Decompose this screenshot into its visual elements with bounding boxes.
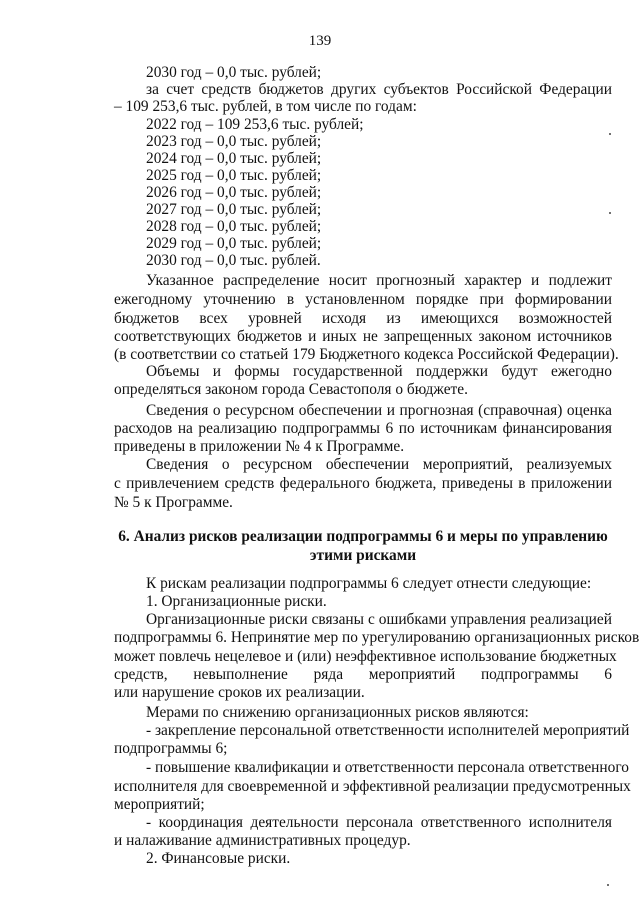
text-line: бюджетов всех уровней исходя из имеющихся возможностей — [114, 310, 612, 327]
text-line: и налаживание административных процедур. — [114, 832, 411, 849]
text-line: ежегодному уточнению в установленном порядке при формировании — [114, 291, 612, 308]
text-line: - повышение квалификации и ответственности персонала ответственного — [146, 759, 629, 776]
scan-speck — [607, 884, 609, 886]
text-line: № 5 к Программе. — [114, 494, 233, 511]
section-heading: 6. Анализ рисков реализации подпрограммы 6 и меры по управлению — [118, 528, 608, 545]
text-line: (в соответствии со статьей 179 Бюджетного кодекса Российской Федерации). — [114, 346, 619, 363]
text-line: - закрепление персональной ответственности исполнителей мероприятий — [146, 722, 630, 739]
text-line: 2023 год – 0,0 тыс. рублей; — [146, 133, 322, 150]
text-line: Мерами по снижению организационных рисков являются: — [146, 704, 529, 721]
text-line: подпрограммы 6. Непринятие мер по урегулированию организационных рисков — [114, 629, 640, 646]
text-line: приведены в приложении № 4 к Программе. — [114, 438, 405, 455]
text-line: К рискам реализации подпрограммы 6 следует отнести следующие: — [146, 575, 592, 592]
text-line: Указанное распределение носит прогнозный характер и подлежит — [146, 272, 612, 289]
section-heading: этими рисками — [309, 547, 417, 564]
text-line: 1. Организационные риски. — [146, 593, 327, 610]
text-line: - координация деятельности персонала ответственного исполнителя — [146, 814, 612, 831]
text-line: соответствующих бюджетов и иных не запрещенных законом источников — [114, 328, 612, 345]
text-line: с привлечением средств федерального бюджета, приведены в приложении — [114, 475, 612, 492]
text-line: средств, невыполнение ряда мероприятий подпрограммы 6 — [114, 666, 612, 683]
text-line: подпрограммы 6; — [114, 740, 228, 757]
text-line: 2. Финансовые риски. — [146, 850, 291, 867]
text-line: – 109 253,6 тыс. рублей, в том числе по годам: — [114, 98, 417, 115]
text-line: 2028 год – 0,0 тыс. рублей; — [146, 218, 322, 235]
text-line: Объемы и формы государственной поддержки будут ежегодно — [146, 363, 612, 380]
text-line: расходов на реализацию подпрограммы 6 по источникам финансирования — [114, 420, 612, 437]
text-line: 2029 год – 0,0 тыс. рублей; — [146, 235, 322, 252]
text-line: 2024 год – 0,0 тыс. рублей; — [146, 150, 322, 167]
text-line: мероприятий; — [114, 796, 205, 813]
text-line: 2026 год – 0,0 тыс. рублей; — [146, 184, 322, 201]
text-line: 2022 год – 109 253,6 тыс. рублей; — [146, 116, 364, 133]
scan-speck — [609, 133, 611, 135]
text-line: или нарушение сроков их реализации. — [114, 684, 365, 701]
text-line: Сведения о ресурсном обеспечении и прогнозная (справочная) оценка — [146, 402, 612, 419]
text-line: определяться законом города Севастополя о бюджете. — [114, 381, 468, 398]
scan-speck — [609, 212, 611, 214]
text-line: Сведения о ресурсном обеспечении мероприятий, реализуемых — [146, 456, 612, 473]
text-line: 2030 год – 0,0 тыс. рублей. — [146, 252, 321, 269]
text-line: за счет средств бюджетов других субъектов Российской Федерации — [146, 81, 612, 98]
page-number: 139 — [308, 33, 332, 49]
text-line: 2025 год – 0,0 тыс. рублей; — [146, 167, 322, 184]
text-line: может повлечь нецелевое и (или) неэффективное использование бюджетных — [114, 648, 617, 665]
text-line: 2030 год – 0,0 тыс. рублей; — [146, 64, 322, 81]
text-line: исполнителя для своевременной и эффективной реализации предусмотренных — [114, 778, 631, 795]
text-line: 2027 год – 0,0 тыс. рублей; — [146, 201, 322, 218]
text-line: Организационные риски связаны с ошибками управления реализацией — [146, 611, 612, 628]
